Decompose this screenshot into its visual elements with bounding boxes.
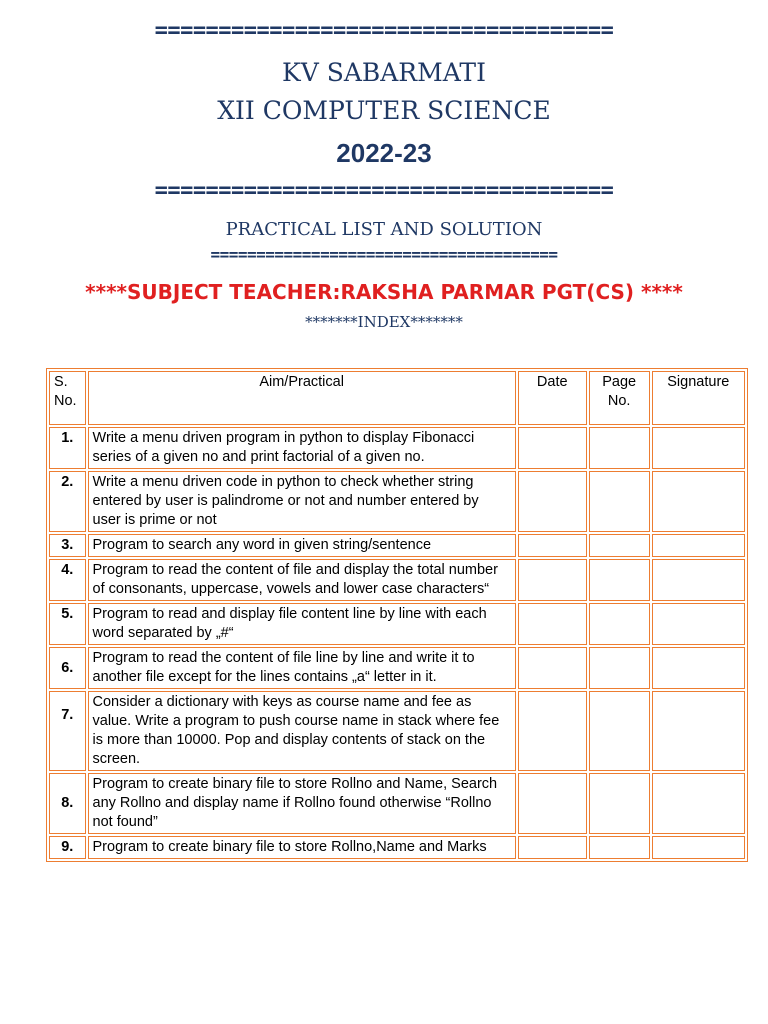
table-row [49,773,745,834]
table-row [49,559,745,601]
subject-teacher: ****SUBJECT TEACHER:RAKSHA PARMAR PGT(CS) **** [85,280,683,304]
table-row [49,427,745,469]
row-date [518,691,587,771]
row-aim: Program to read and display file content line by line with each word separated by „#“ [88,603,516,645]
row-page [589,647,650,689]
row-aim: Write a menu driven code in python to check whether string entered by user is palindrome or not and number entered by user is prime or not [88,471,516,532]
header-date: Date [518,371,587,425]
row-page [589,559,650,601]
row-date [518,647,587,689]
row-signature [652,603,745,645]
row-signature [652,427,745,469]
row-date [518,773,587,834]
row-date [518,471,587,532]
row-number: 7. [49,691,86,771]
row-number: 8. [49,773,86,834]
row-signature [652,647,745,689]
row-aim: Program to create binary file to store Rollno,Name and Marks [88,836,516,859]
row-page [589,836,650,859]
row-signature [652,534,745,557]
row-number: 2. [49,471,86,532]
row-number: 9. [49,836,86,859]
row-page [589,471,650,532]
header-sno: S. No. [49,371,86,425]
table-row [49,534,745,557]
session-year: 2022-23 [336,138,432,168]
row-signature [652,773,745,834]
row-date [518,836,587,859]
table-row [49,471,745,532]
index-heading: *******INDEX******* [305,313,463,331]
row-number: 6. [49,647,86,689]
separator-top: ==================================== [154,18,614,43]
separator-short: ====================================== [210,245,558,264]
row-signature [652,836,745,859]
row-number: 3. [49,534,86,557]
row-aim: Program to read the content of file and display the total number of consonants, uppercase, vowels and lower case characters“ [88,559,516,601]
header-page: Page No. [589,371,650,425]
table-row [49,603,745,645]
class-title: XII COMPUTER SCIENCE [217,96,551,125]
row-aim: Consider a dictionary with keys as course name and fee as value. Write a program to push course name in stack where fee is more than 10000. Pop and display contents of stack on the screen. [88,691,516,771]
header-signature: Signature [652,371,745,425]
row-page [589,691,650,771]
header-aim: Aim/Practical [88,371,516,425]
table-row [49,836,745,859]
row-date [518,559,587,601]
row-date [518,427,587,469]
row-page [589,603,650,645]
row-page [589,773,650,834]
row-date [518,603,587,645]
row-signature [652,691,745,771]
practical-index-table [46,368,748,862]
row-number: 5. [49,603,86,645]
row-aim: Program to read the content of file line by line and write it to another file except for the lines contains „a“ letter in it. [88,647,516,689]
row-aim: Program to create binary file to store Rollno and Name, Search any Rollno and display name if Rollno found otherwise “Rollno not found” [88,773,516,834]
separator-middle: ==================================== [154,178,614,203]
row-date [518,534,587,557]
row-signature [652,559,745,601]
row-aim: Write a menu driven program in python to display Fibonacci series of a given no and print factorial of a given no. [88,427,516,469]
table-row [49,647,745,689]
row-number: 4. [49,559,86,601]
practical-title: PRACTICAL LIST AND SOLUTION [225,219,543,240]
table-header-row [49,371,745,425]
table-row [49,691,745,771]
row-aim: Program to search any word in given string/sentence [88,534,516,557]
row-number: 1. [49,427,86,469]
row-page [589,534,650,557]
row-signature [652,471,745,532]
school-name: KV SABARMATI [282,58,486,87]
row-page [589,427,650,469]
